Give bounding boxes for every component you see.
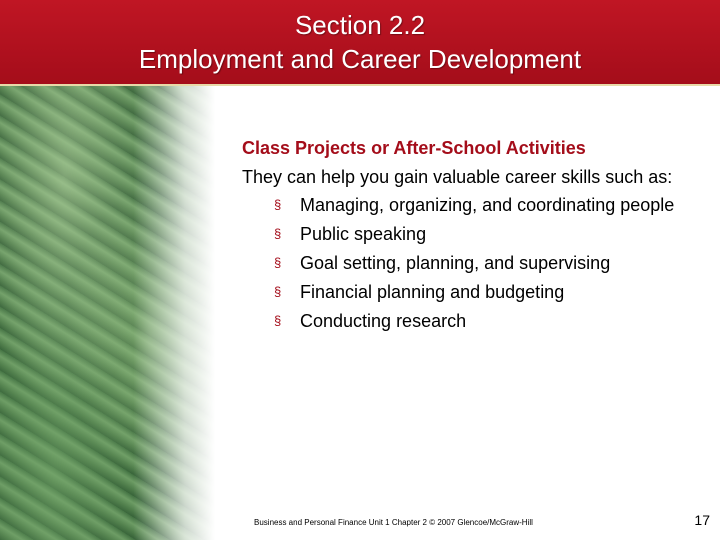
slide-title-line-2: Employment and Career Development bbox=[138, 44, 582, 74]
page-number: 17 bbox=[694, 512, 710, 528]
list-item bbox=[274, 222, 682, 246]
list-item-text: Goal setting, planning, and supervising bbox=[300, 253, 611, 273]
list-item-text: Managing, organizing, and coordinating people bbox=[300, 195, 675, 215]
money-background-image bbox=[0, 86, 215, 540]
footer-credit: Business and Personal Finance Unit 1 Chapter 2 © 2007 Glencoe/McGraw-Hill bbox=[254, 518, 533, 527]
slide-content bbox=[242, 134, 682, 338]
bullet-icon: § bbox=[274, 197, 282, 212]
list-item-text: Public speaking bbox=[300, 224, 427, 244]
list-item bbox=[274, 193, 682, 217]
list-item bbox=[274, 251, 682, 275]
bullet-icon: § bbox=[274, 255, 282, 270]
title-bar bbox=[0, 0, 720, 86]
content-intro: They can help you gain valuable career skills such as: bbox=[242, 167, 673, 187]
bullet-icon: § bbox=[274, 313, 282, 328]
slide-title bbox=[0, 8, 720, 76]
money-image-fade bbox=[0, 86, 215, 540]
list-item bbox=[274, 280, 682, 304]
list-item bbox=[274, 309, 682, 333]
list-item-text: Conducting research bbox=[300, 311, 467, 331]
list-item-text: Financial planning and budgeting bbox=[300, 282, 565, 302]
bullet-icon: § bbox=[274, 226, 282, 241]
skills-list bbox=[242, 193, 682, 333]
slide-title-line-1: Section 2.2 bbox=[294, 10, 426, 40]
bullet-icon: § bbox=[274, 284, 282, 299]
content-heading: Class Projects or After-School Activities bbox=[242, 138, 586, 158]
